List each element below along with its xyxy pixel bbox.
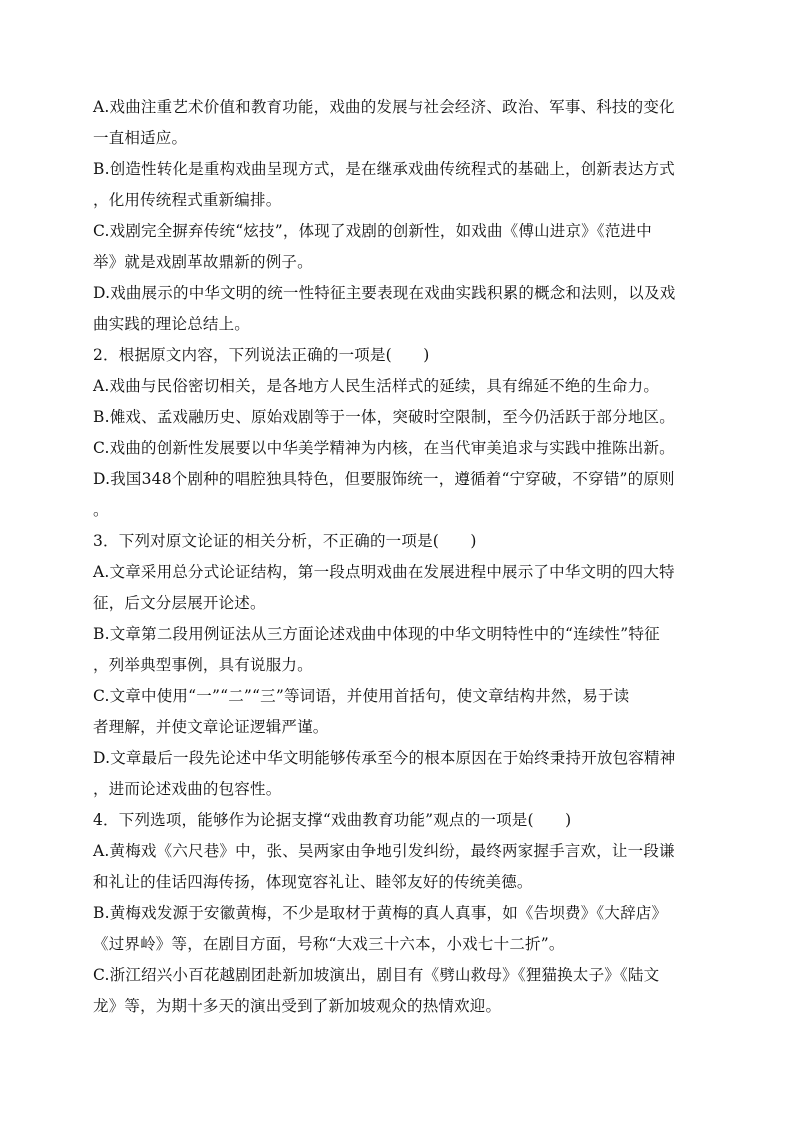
text-line: C.文章中使用“一”“二”“三”等词语，并使用首括句，使文章结构井然，易于读: [93, 687, 630, 705]
text-line: 曲实践的理论总结上。: [93, 315, 251, 333]
text-line: C.浙江绍兴小百花越剧团赴新加坡演出，剧目有《劈山救母》《狸猫换太子》《陆文: [93, 966, 660, 984]
text-line: B.傩戏、孟戏融历史、原始戏剧等于一体，突破时空限制，至今仍活跃于部分地区。: [93, 408, 675, 426]
text-line: C.戏剧完全摒弃传统“炫技”，体现了戏剧的创新性，如戏曲《傅山进京》《范进中: [93, 222, 652, 240]
text-line: C.戏曲的创新性发展要以中华美学精神为内核，在当代审美追求与实践中推陈出新。: [93, 439, 675, 457]
text-line: B.黄梅戏发源于安徽黄梅，不少是取材于黄梅的真人真事，如《告坝费》《大辞店》: [93, 904, 668, 922]
question-4-stem: 4．下列选项，能够作为论据支撑“戏曲教育功能”观点的一项是( ): [93, 811, 572, 829]
text-line: 。: [93, 501, 109, 519]
text-line: A.文章采用总分式论证结构，第一段点明戏曲在发展进程中展示了中华文明的四大特: [93, 563, 675, 581]
text-line: D.我国348个剧种的唱腔独具特色，但要服饰统一，遵循着“宁穿破，不穿错”的原则: [93, 470, 675, 488]
question-2-stem: 2．根据原文内容，下列说法正确的一项是( ): [93, 346, 430, 364]
text-line: 征，后文分层展开论述。: [93, 594, 266, 612]
text-line: D.文章最后一段先论述中华文明能够传承至今的根本原因在于始终秉持开放包容精神: [93, 749, 676, 767]
text-line: 者理解，并使文章论证逻辑严谨。: [93, 718, 329, 736]
text-line: 举》就是戏剧革故鼎新的例子。: [93, 253, 313, 271]
question-3-stem: 3．下列对原文论证的相关分析，不正确的一项是( ): [93, 532, 477, 550]
text-line: 龙》等，为期十多天的演出受到了新加坡观众的热情欢迎。: [93, 997, 502, 1015]
document-page: [93, 92, 703, 1022]
text-line: D.戏曲展示的中华文明的统一性特征主要表现在戏曲实践积累的概念和法则，以及戏: [93, 284, 676, 302]
text-line: A.黄梅戏《六尺巷》中，张、吴两家由争地引发纠纷，最终两家握手言欢，让一段谦: [93, 842, 675, 860]
text-line: A.戏曲注重艺术价值和教育功能，戏曲的发展与社会经济、政治、军事、科技的变化: [93, 98, 675, 116]
text-line: B.文章第二段用例证法从三方面论述戏曲中体现的中华文明特性中的“连续性”特征: [93, 625, 660, 643]
text-line: 和礼让的佳话四海传扬，体现宽容礼让、睦邻友好的传统美德。: [93, 873, 533, 891]
text-line: ，进而论述戏曲的包容性。: [93, 780, 282, 798]
text-line: ，列举典型事例，具有说服力。: [93, 656, 313, 674]
text-line: A.戏曲与民俗密切相关，是各地方人民生活样式的延续，具有绵延不绝的生命力。: [93, 377, 660, 395]
text-line: 一直相适应。: [93, 129, 188, 147]
text-line: B.创造性转化是重构戏曲呈现方式，是在继承戏曲传统程式的基础上，创新表达方式: [93, 160, 675, 178]
text-line: 《过界岭》等，在剧目方面，号称“大戏三十六本，小戏七十二折”。: [93, 935, 565, 953]
text-line: ，化用传统程式重新编排。: [93, 191, 282, 209]
